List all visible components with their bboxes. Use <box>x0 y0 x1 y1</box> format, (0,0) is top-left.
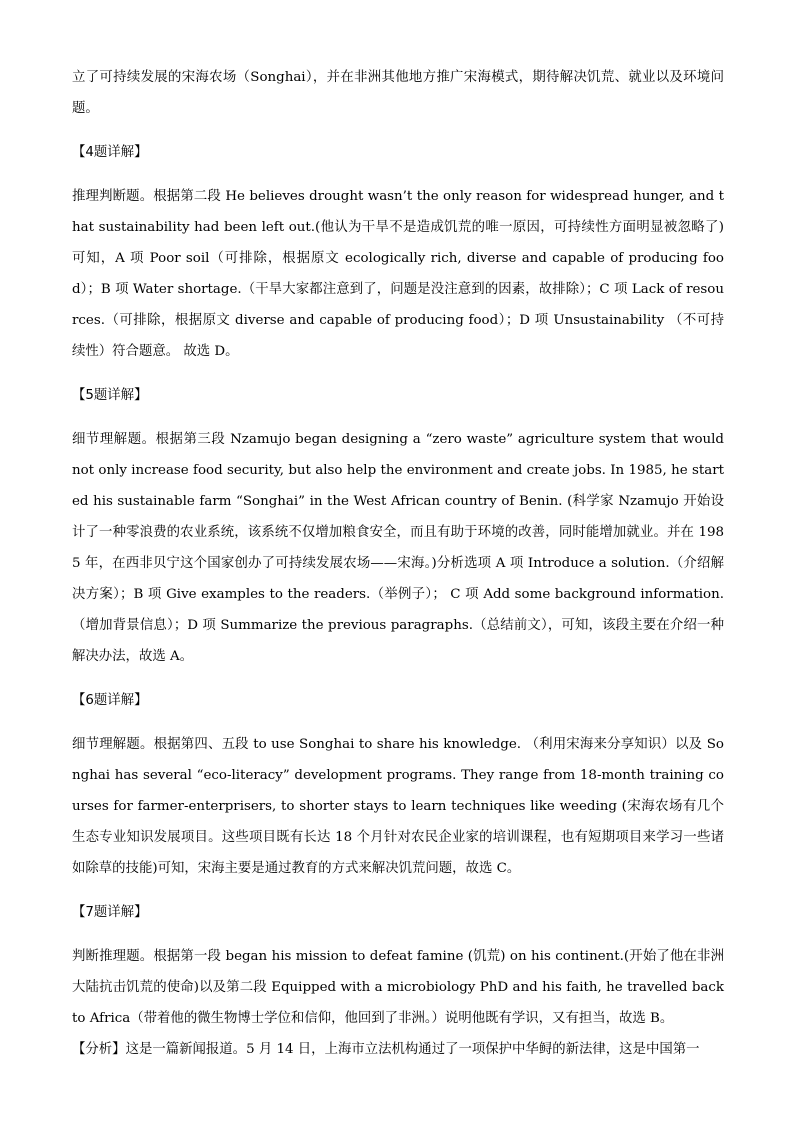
analysis-label: 【分析】 <box>72 1042 126 1057</box>
analysis-paragraph <box>72 1034 724 1065</box>
analysis-text: 这是一篇新闻报道。5 月 14 日，上海市立法机构通过了一项保护中华鲟的新法律，这是中国第一 <box>125 1042 700 1057</box>
document-page <box>72 62 724 1065</box>
section-body-q4: 推理判断题。根据第二段 He believes drought wasn’t the only reason for widespread hunger, and that sustainability had been left out.(他认为干旱不是造成饥荒的唯一原因，可持续性方面明显被忽略了)可知，A 项 Poor soil（可排除，根据原文 ecologically rich, diverse and capable of producing food）；B 项 Water shortage.（干旱大家都注意到了，问题是没注意到的因素，故排除）；C 项 Lack of resources.（可排除，根据原文 diverse and capable of producing food）；D 项 Unsustainability （不可持续性）符合题意。 故选 D。 <box>72 189 724 359</box>
section-heading-q7: 【7题详解】 <box>72 905 148 920</box>
section-body-q6: 细节理解题。根据第四、五段 to use Songhai to share his knowledge. （利用宋海来分享知识）以及 Songhai has several “eco-literacy” development programs. They range from 18-month training courses for farmer-enterprisers, to shorter stays to learn techniques like weeding (宋海农场有几个生态专业知识发展项目。这些项目既有长达 18 个月针对农民企业家的培训课程，也有短期项目来学习一些诸如除草的技能)可知，宋海主要是通过教育的方式来解决饥荒问题，故选 C。 <box>72 737 724 876</box>
section-body-q7: 判断推理题。根据第一段 began his mission to defeat famine (饥荒) on his continent.(开始了他在非洲大陆抗击饥荒的使命)以及第二段 Equipped with a microbiology PhD and his faith, he travelled back to Africa（带着他的微生物博士学位和信仰，他回到了非洲。）说明他既有学识，又有担当，故选 B。 <box>72 949 724 1026</box>
section-heading-q5: 【5题详解】 <box>72 388 148 403</box>
section-body-q5: 细节理解题。根据第三段 Nzamujo began designing a “zero waste” agriculture system that would not only increase food security, but also help the environment and create jobs. In 1985, he started his sustainable farm “Songhai” in the West African country of Benin. (科学家 Nzamujo 开始设计了一种零浪费的农业系统，该系统不仅增加粮食安全，而且有助于环境的改善，同时能增加就业。并在 1985 年，在西非贝宁这个国家创办了可持续发展农场——宋海。)分析选项 A 项 Introduce a solution.（介绍解决方案）；B 项 Give examples to the readers.（举例子）； C 项 Add some background information.（增加背景信息）；D 项 Summarize the previous paragraphs.（总结前文），可知，该段主要在介绍一种解决办法，故选 A。 <box>72 432 724 664</box>
section-heading-q4: 【4题详解】 <box>72 145 148 160</box>
intro-paragraph: 立了可持续发展的宋海农场（Songhai），并在非洲其他地方推广宋海模式，期待解决饥荒、就业以及环境问题。 <box>72 70 724 116</box>
section-heading-q6: 【6题详解】 <box>72 693 148 708</box>
